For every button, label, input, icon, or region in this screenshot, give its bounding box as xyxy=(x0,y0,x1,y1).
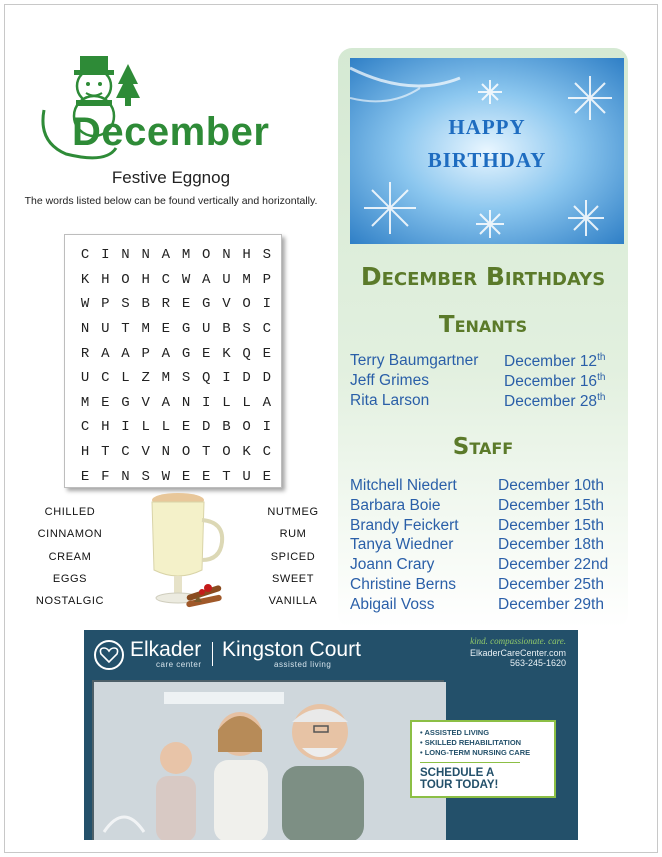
staff-date: December 29th xyxy=(498,595,604,613)
grid-letter: T xyxy=(202,444,211,461)
staff-row xyxy=(350,497,630,517)
staff-row xyxy=(350,596,630,616)
grid-letter: M xyxy=(181,247,191,264)
grid-letter: U xyxy=(202,321,211,338)
staff-name: Tanya Wiedner xyxy=(350,536,454,554)
tenant-row xyxy=(350,372,630,392)
grid-letter: V xyxy=(141,394,150,411)
grid-row xyxy=(75,440,281,465)
grid-letter: M xyxy=(242,271,251,288)
puzzle-title: Festive Eggnog xyxy=(111,168,231,187)
grid-letter: G xyxy=(121,394,130,411)
grid-letter: P xyxy=(262,271,271,288)
grid-row xyxy=(75,366,281,391)
grid-letter: E xyxy=(181,468,191,485)
grid-letter: Z xyxy=(141,370,150,387)
grid-letter: O xyxy=(181,444,191,461)
word-item: VANILLA xyxy=(268,595,318,608)
grid-letter: B xyxy=(222,321,231,338)
birthday-image-line1: HAPPY xyxy=(448,115,526,139)
grid-letter: C xyxy=(80,247,90,264)
grid-letter: E xyxy=(262,468,271,485)
ad-divider xyxy=(212,642,213,666)
grid-letter: A xyxy=(161,345,171,362)
grid-letter: C xyxy=(262,321,271,338)
grid-letter: A xyxy=(262,394,271,411)
ad-brand-right-sub: assisted living xyxy=(274,660,332,669)
tenant-day-suffix: th xyxy=(597,372,606,383)
grid-letter: M xyxy=(141,321,150,338)
ad-service-item: • ASSISTED LIVING xyxy=(420,728,546,738)
grid-letter: W xyxy=(80,296,90,313)
staff-name: Christine Berns xyxy=(350,576,456,593)
grid-letter: N xyxy=(181,394,191,411)
word-item: SPICED xyxy=(270,550,316,563)
staff-row xyxy=(350,576,630,596)
staff-name: Barbara Boie xyxy=(350,496,441,514)
eggnog-glass-icon xyxy=(138,490,236,614)
grid-letter: D xyxy=(242,370,251,387)
grid-letter: I xyxy=(202,394,211,411)
tenant-name: Terry Baumgartner xyxy=(350,352,479,369)
grid-row xyxy=(75,341,281,366)
grid-letter: P xyxy=(141,345,150,362)
staff-heading: Staff xyxy=(452,434,514,460)
staff-date: December 15th xyxy=(498,496,604,514)
grid-letter: A xyxy=(202,271,211,288)
grid-letter: I xyxy=(101,247,110,264)
staff-name: Brandy Feickert xyxy=(350,516,459,534)
ad-cta-line1[interactable]: SCHEDULE A xyxy=(420,767,495,779)
grid-letter: S xyxy=(121,296,130,313)
grid-letter: L xyxy=(141,419,150,436)
grid-letter: I xyxy=(262,419,271,436)
staff-row xyxy=(350,556,630,576)
grid-letter: H xyxy=(80,444,90,461)
grid-letter: I xyxy=(222,370,231,387)
grid-letter: U xyxy=(242,468,251,485)
ad-website: ElkaderCareCenter.com xyxy=(469,648,566,658)
grid-letter: C xyxy=(101,370,110,387)
grid-row xyxy=(75,415,281,440)
grid-letter: W xyxy=(161,468,171,485)
grid-letter: Q xyxy=(242,345,251,362)
word-item: CREAM xyxy=(48,550,92,563)
grid-letter: L xyxy=(222,394,231,411)
grid-letter: H xyxy=(101,271,110,288)
word-item: SWEET xyxy=(271,572,315,585)
grid-letter: B xyxy=(141,296,150,313)
grid-letter: A xyxy=(161,394,171,411)
grid-letter: C xyxy=(121,444,130,461)
grid-letter: N xyxy=(141,247,150,264)
grid-letter: P xyxy=(101,296,110,313)
tenant-date xyxy=(504,392,605,411)
word-item: EGGS xyxy=(52,572,88,585)
grid-letter: R xyxy=(80,345,90,362)
tenants-heading: Tenants xyxy=(438,312,528,338)
staff-row xyxy=(350,477,630,497)
grid-letter: O xyxy=(222,444,231,461)
grid-letter: D xyxy=(202,419,211,436)
tenant-day-suffix: th xyxy=(597,392,606,403)
word-item: RUM xyxy=(279,528,307,541)
grid-row xyxy=(75,317,281,342)
logo-word: December xyxy=(72,110,270,154)
grid-letter: N xyxy=(222,247,231,264)
ad-brand-left: Elkader xyxy=(130,638,202,661)
word-item: NOSTALGIC xyxy=(35,595,105,608)
grid-row xyxy=(75,268,281,293)
grid-letter: T xyxy=(101,444,110,461)
grid-letter: I xyxy=(262,296,271,313)
ad-service-item: • SKILLED REHABILITATION xyxy=(420,738,546,748)
grid-letter: G xyxy=(181,321,191,338)
grid-letter: E xyxy=(181,296,191,313)
grid-letter: R xyxy=(161,296,171,313)
grid-letter: C xyxy=(80,419,90,436)
ad-photo-residents xyxy=(92,680,444,840)
grid-letter: H xyxy=(141,271,150,288)
grid-letter: O xyxy=(121,271,130,288)
grid-letter: S xyxy=(141,468,150,485)
staff-row xyxy=(350,517,630,537)
grid-row xyxy=(75,391,281,416)
grid-letter: N xyxy=(80,321,90,338)
grid-letter: V xyxy=(222,296,231,313)
tenant-month: December xyxy=(504,393,576,411)
grid-letter: E xyxy=(202,468,211,485)
staff-date: December 10th xyxy=(498,477,604,494)
grid-row xyxy=(75,243,281,268)
tenant-date xyxy=(504,372,605,391)
grid-letter: L xyxy=(242,394,251,411)
tenant-month: December xyxy=(504,373,576,391)
staff-date: December 18th xyxy=(498,536,604,554)
ad-card-rule xyxy=(420,762,520,763)
grid-letter: F xyxy=(101,468,110,485)
care-center-ad xyxy=(84,630,578,840)
ad-brand-left-sub: care center xyxy=(156,660,202,669)
staff-row xyxy=(350,536,630,556)
grid-letter: U xyxy=(101,321,110,338)
grid-letter: Q xyxy=(202,370,211,387)
grid-letter: O xyxy=(242,419,251,436)
grid-letter: K xyxy=(242,444,251,461)
tenant-date xyxy=(504,352,605,371)
grid-letter: E xyxy=(202,345,211,362)
staff-date: December 22nd xyxy=(498,556,609,574)
grid-letter: K xyxy=(222,345,231,362)
word-item: CHILLED xyxy=(44,506,96,518)
grid-letter: T xyxy=(222,468,231,485)
grid-letter: E xyxy=(181,419,191,436)
grid-letter: U xyxy=(80,370,90,387)
ad-phone: 563-245-1620 xyxy=(509,658,566,668)
grid-letter: S xyxy=(242,321,251,338)
grid-letter: O xyxy=(202,247,211,264)
grid-letter: O xyxy=(242,296,251,313)
grid-letter: D xyxy=(262,370,271,387)
grid-letter: N xyxy=(121,468,130,485)
puzzle-subtitle: The words listed below can be found vertically and horizontally. xyxy=(24,195,318,207)
grid-letter: K xyxy=(80,271,90,288)
grid-letter: N xyxy=(121,247,130,264)
december-logo xyxy=(36,52,296,162)
grid-letter: L xyxy=(161,419,171,436)
grid-letter: M xyxy=(161,370,171,387)
ad-services-card xyxy=(410,720,556,798)
staff-date: December 25th xyxy=(498,576,604,593)
tenant-day: 12 xyxy=(579,353,598,371)
heart-logo-icon xyxy=(92,640,126,670)
word-list-right xyxy=(258,506,328,617)
grid-letter: G xyxy=(181,345,191,362)
grid-letter: C xyxy=(262,444,271,461)
tenant-name: Rita Larson xyxy=(350,392,430,409)
staff-date: December 15th xyxy=(498,516,604,534)
word-item: NUTMEG xyxy=(267,506,319,518)
tenant-name: Jeff Grimes xyxy=(350,372,429,389)
birthdays-heading: December Birthdays xyxy=(360,262,606,291)
grid-letter: E xyxy=(80,468,90,485)
grid-letter: T xyxy=(121,321,130,338)
grid-letter: A xyxy=(121,345,130,362)
ad-services-list xyxy=(420,728,546,758)
tenant-row xyxy=(350,392,630,412)
grid-letter: B xyxy=(222,419,231,436)
grid-letter: W xyxy=(181,271,191,288)
grid-letter: E xyxy=(262,345,271,362)
birthday-image-line2: BIRTHDAY xyxy=(427,148,547,172)
staff-name: Mitchell Niedert xyxy=(350,477,457,494)
grid-letter: H xyxy=(242,247,251,264)
tenant-row xyxy=(350,352,630,372)
grid-letter: A xyxy=(101,345,110,362)
staff-name: Joann Crary xyxy=(350,556,435,574)
word-search-grid xyxy=(64,234,282,488)
grid-letter: H xyxy=(101,419,110,436)
ad-tagline: kind. compassionate. care. xyxy=(470,636,566,646)
grid-letter: A xyxy=(161,247,171,264)
residents-photo-icon xyxy=(94,682,446,840)
ad-brand-right: Kingston Court xyxy=(222,638,361,661)
ad-cta-line2[interactable]: TOUR TODAY! xyxy=(420,779,499,791)
grid-letter: C xyxy=(161,271,171,288)
grid-letter: S xyxy=(181,370,191,387)
grid-letter: U xyxy=(222,271,231,288)
ad-service-item: • LONG-TERM NURSING CARE xyxy=(420,748,546,758)
grid-row xyxy=(75,464,281,489)
word-list-left xyxy=(30,506,110,617)
grid-letter: N xyxy=(161,444,171,461)
grid-letter: V xyxy=(141,444,150,461)
tenant-month: December xyxy=(504,353,576,371)
word-item: CINNAMON xyxy=(37,528,103,541)
grid-letter: E xyxy=(101,394,110,411)
tenant-day: 16 xyxy=(579,373,598,391)
grid-letter: L xyxy=(121,370,130,387)
grid-letter: S xyxy=(262,247,271,264)
grid-letter: M xyxy=(80,394,90,411)
staff-name: Abigail Voss xyxy=(350,595,435,613)
grid-letter: E xyxy=(161,321,171,338)
tenant-day: 28 xyxy=(579,393,598,411)
grid-letter: I xyxy=(121,419,130,436)
tenant-day-suffix: th xyxy=(597,352,606,363)
grid-letter: G xyxy=(202,296,211,313)
grid-row xyxy=(75,292,281,317)
